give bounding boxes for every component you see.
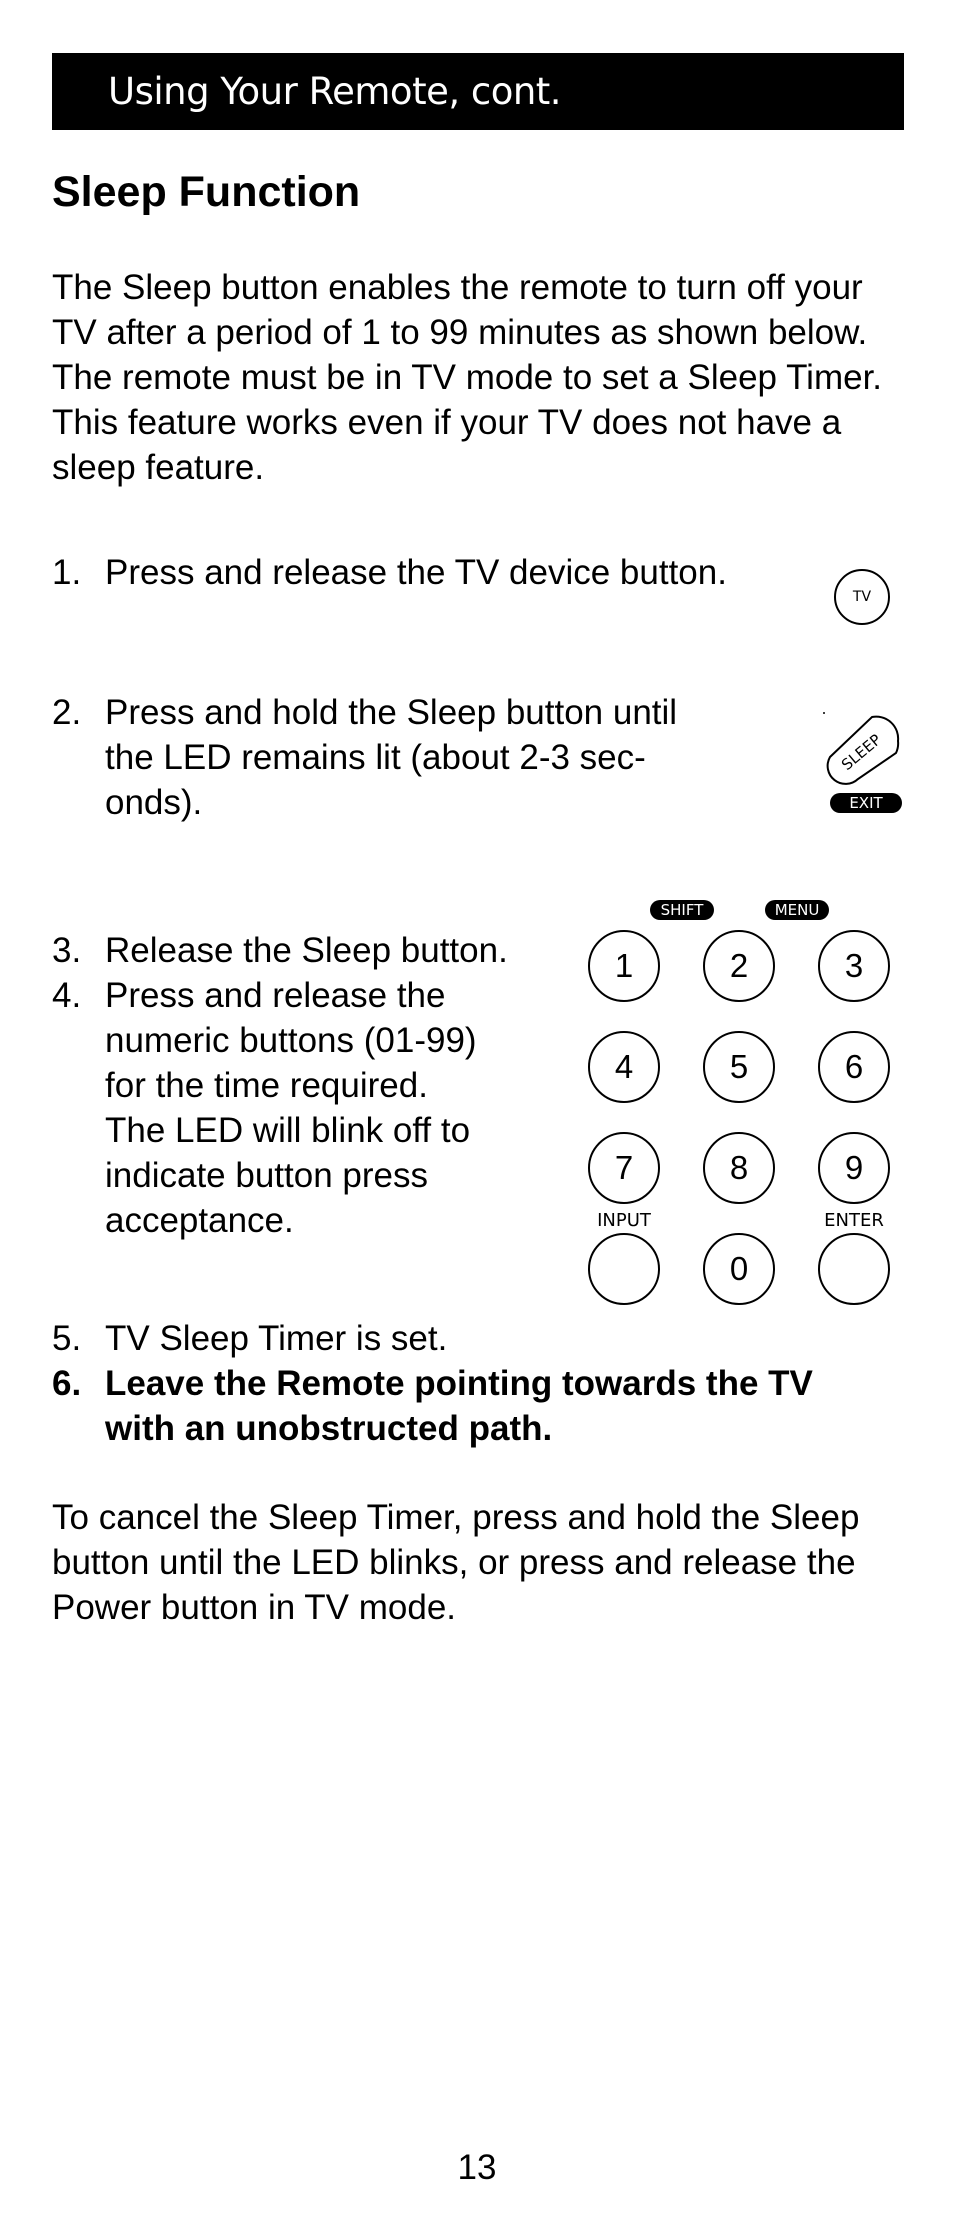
key-label: 5 (729, 1048, 749, 1085)
header-bar (52, 53, 904, 130)
step-line: Press and release the TV device button. (105, 553, 727, 592)
step-line: Leave the Remote pointing towards the TV (105, 1364, 813, 1403)
step-line: for the time required. (105, 1066, 428, 1105)
step-text (105, 550, 727, 595)
key-5 (703, 1031, 775, 1103)
sleep-button-icon (818, 705, 908, 815)
exit-label: EXIT (849, 794, 883, 812)
key-label: 4 (614, 1048, 634, 1085)
step-text (105, 973, 477, 1243)
shift-label: SHIFT (650, 900, 714, 920)
key-3 (818, 930, 890, 1002)
page-number: 13 (457, 2148, 497, 2187)
sleep-button-label: SLEEP (837, 730, 885, 774)
key-9 (818, 1132, 890, 1204)
step-text (105, 1316, 447, 1361)
key-7 (588, 1132, 660, 1204)
step-text (105, 928, 508, 973)
enter-label: ENTER (824, 1210, 884, 1231)
step-number: 2. (52, 693, 82, 732)
step-line: Press and release the (105, 976, 446, 1015)
key-label: 7 (614, 1149, 634, 1186)
step-number: 1. (52, 553, 82, 592)
cancel-paragraph: To cancel the Sleep Timer, press and hold the Sleep button until the LED blinks, or press and release the Power button in TV mode. (52, 1498, 860, 1627)
tv-button-icon (834, 569, 890, 625)
key-label: 2 (729, 947, 749, 984)
step-line: the LED remains lit (about 2-3 sec- (105, 738, 646, 777)
step-text (105, 690, 677, 825)
tv-button-label: TV (852, 589, 872, 605)
step-line: TV Sleep Timer is set. (105, 1319, 448, 1358)
step-line: The LED will blink off to (105, 1111, 471, 1150)
menu-label: MENU (765, 900, 829, 920)
header-title: Using Your Remote, cont. (108, 70, 562, 113)
step-line: acceptance. (105, 1201, 294, 1240)
key-4 (588, 1031, 660, 1103)
key-2 (703, 930, 775, 1002)
step-line: numeric buttons (01-99) (105, 1021, 477, 1060)
input-label: INPUT (597, 1210, 651, 1231)
key-label: 8 (729, 1149, 749, 1186)
step-number: 6. (52, 1364, 82, 1403)
step-line: onds). (105, 783, 203, 822)
step-number: 5. (52, 1319, 82, 1358)
step-line: Press and hold the Sleep button until (105, 693, 678, 732)
key-0 (703, 1233, 775, 1305)
step-line: with an unobstructed path. (105, 1409, 553, 1448)
input-key (588, 1233, 660, 1305)
enter-key (818, 1233, 890, 1305)
section-title: Sleep Function (52, 168, 361, 216)
key-1 (588, 930, 660, 1002)
step-line: Release the Sleep button. (105, 931, 508, 970)
key-label: 0 (729, 1250, 749, 1287)
key-label: 6 (844, 1048, 864, 1085)
key-label: 3 (844, 947, 864, 984)
step-number: 4. (52, 976, 82, 1015)
key-label: 9 (844, 1149, 864, 1186)
step-line: indicate button press (105, 1156, 428, 1195)
key-6 (818, 1031, 890, 1103)
key-8 (703, 1132, 775, 1204)
step-number: 3. (52, 931, 82, 970)
intro-paragraph: The Sleep button enables the remote to turn off your TV after a period of 1 to 99 minutes as shown below. The remote must be in TV mode to set a Sleep Timer. This feature works even if your TV does not have a sleep feature. (52, 268, 883, 487)
key-label: 1 (614, 947, 634, 984)
step-text (105, 1361, 813, 1451)
